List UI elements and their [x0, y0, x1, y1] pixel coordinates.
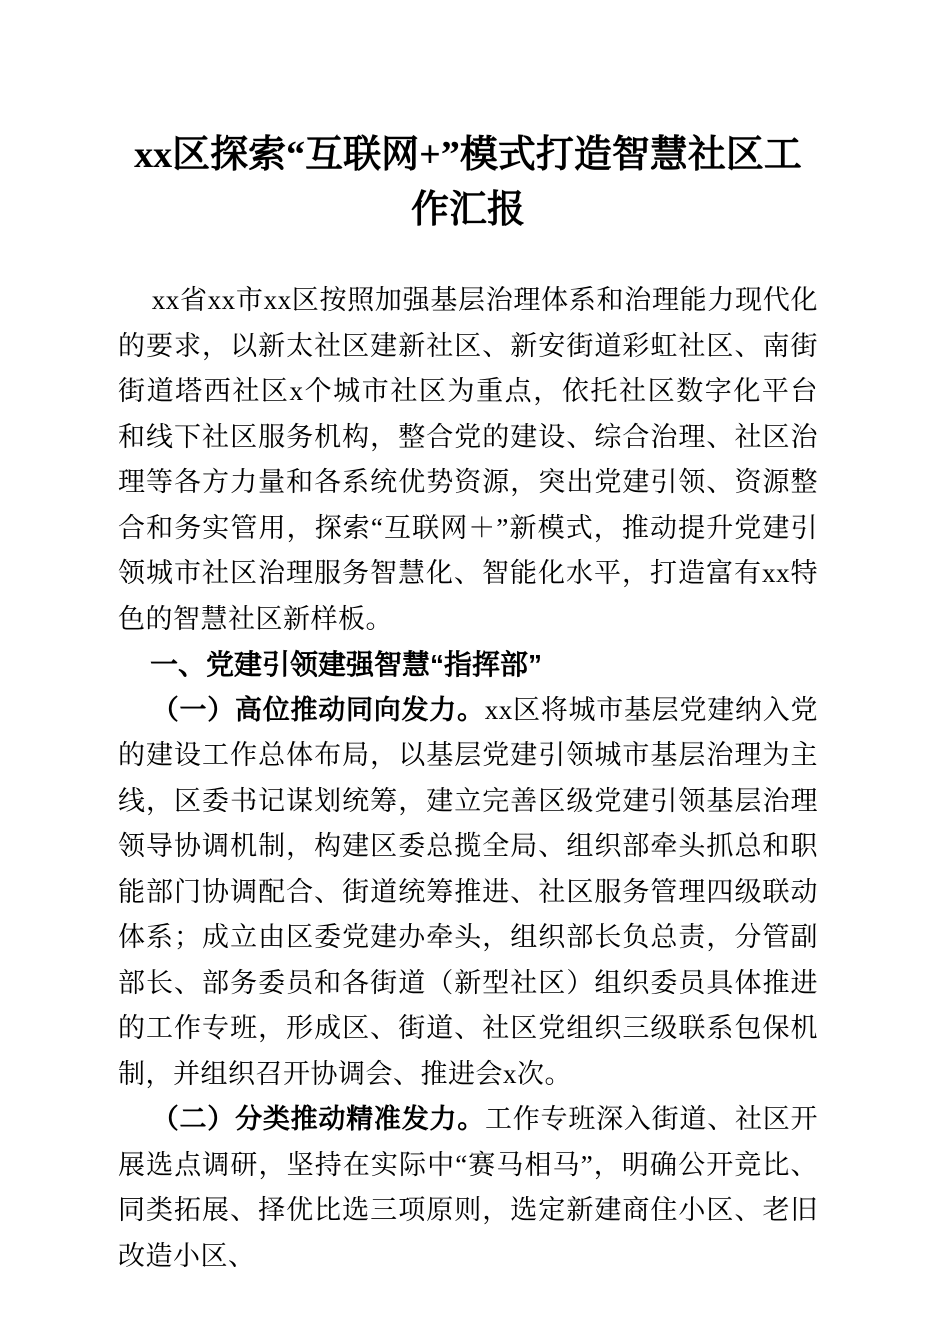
- section1-paragraph-1-text: xx区将城市基层党建纳入党的建设工作总体布局，以基层党建引领城市基层治理为主线，区委书记谋划统筹，建立完善区级党建引领基层治理领导协调机制，构建区委总揽全局、组织部牵头抓总和职能部门协调配合、街道统筹推进、社区服务管理四级联动体系；成立由区委党建办牵头，组织部长负总责，分管副部长、部务委员和各街道（新型社区）组织委员具体推进的工作专班，形成区、街道、社区党组织三级联系包保机制，并组织召开协调会、推进会x次。: [118, 694, 818, 1089]
- document-body: [118, 278, 818, 1279]
- section1-heading: 一、党建引领建强智慧“指挥部”: [150, 649, 543, 680]
- section1-paragraph-1-lead: （一）高位推动同向发力。: [151, 694, 485, 725]
- document-title: xx区探索“互联网+”模式打造智慧社区工作汇报: [134, 134, 802, 231]
- intro-paragraph: xx省xx市xx区按照加强基层治理体系和治理能力现代化的要求，以新太社区建新社区、新安街道彩虹社区、南街街道塔西社区x个城市社区为重点，依托社区数字化平台和线下社区服务机构，整合党的建设、综合治理、社区治理等各方力量和各系统优势资源，突出党建引领、资源整合和务实管用，探索“互联网＋”新模式，推动提升党建引领城市社区治理服务智慧化、智能化水平，打造富有xx特色的智慧社区新样板。: [118, 285, 818, 634]
- section1-paragraph-2-text: 工作专班深入街道、社区开展选点调研，坚持在实际中“赛马相马”，明确公开竞比、同类拓展、择优比选三项原则，选定新建商住小区、老旧改造小区、: [118, 1104, 819, 1271]
- section1-paragraph-1: [118, 688, 818, 1098]
- section1-paragraph-2-lead: （二）分类推动精准发力。: [151, 1104, 486, 1134]
- section1-paragraph-2: [118, 1097, 818, 1279]
